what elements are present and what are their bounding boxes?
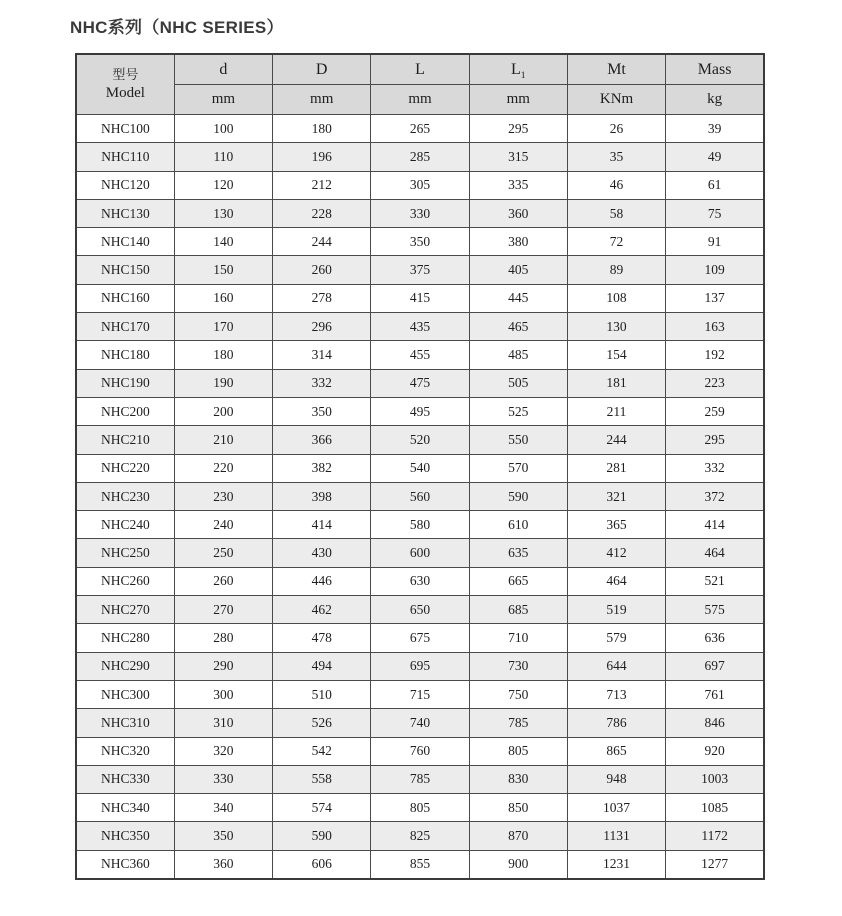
value-cell: 505 — [469, 369, 567, 397]
value-cell: 39 — [666, 115, 764, 143]
column-header-subscript: 1 — [520, 69, 526, 81]
value-cell: 280 — [174, 624, 272, 652]
value-cell: 478 — [273, 624, 371, 652]
value-cell: 579 — [567, 624, 665, 652]
column-unit: mm — [371, 85, 469, 115]
value-cell: 855 — [371, 850, 469, 879]
table-row — [76, 539, 764, 567]
model-cell: NHC120 — [76, 171, 174, 199]
value-cell: 805 — [371, 794, 469, 822]
value-cell: 525 — [469, 397, 567, 425]
value-cell: 285 — [371, 143, 469, 171]
value-cell: 26 — [567, 115, 665, 143]
model-cell: NHC260 — [76, 567, 174, 595]
value-cell: 300 — [174, 680, 272, 708]
value-cell: 785 — [469, 709, 567, 737]
value-cell: 228 — [273, 199, 371, 227]
column-unit: mm — [273, 85, 371, 115]
value-cell: 590 — [273, 822, 371, 850]
table-row — [76, 397, 764, 425]
value-cell: 430 — [273, 539, 371, 567]
table-row — [76, 680, 764, 708]
value-cell: 340 — [174, 794, 272, 822]
value-cell: 574 — [273, 794, 371, 822]
value-cell: 558 — [273, 765, 371, 793]
value-cell: 350 — [273, 397, 371, 425]
table-row — [76, 567, 764, 595]
table-row — [76, 171, 764, 199]
value-cell: 278 — [273, 284, 371, 312]
value-cell: 380 — [469, 228, 567, 256]
value-cell: 635 — [469, 539, 567, 567]
column-header-mass: Mass — [666, 54, 764, 85]
value-cell: 495 — [371, 397, 469, 425]
model-cell: NHC140 — [76, 228, 174, 256]
value-cell: 435 — [371, 313, 469, 341]
value-cell: 414 — [273, 511, 371, 539]
value-cell: 295 — [469, 115, 567, 143]
column-header-d: D — [273, 54, 371, 85]
model-cell: NHC180 — [76, 341, 174, 369]
value-cell: 244 — [273, 228, 371, 256]
value-cell: 695 — [371, 652, 469, 680]
value-cell: 521 — [666, 567, 764, 595]
value-cell: 414 — [666, 511, 764, 539]
value-cell: 108 — [567, 284, 665, 312]
value-cell: 72 — [567, 228, 665, 256]
value-cell: 600 — [371, 539, 469, 567]
table-row — [76, 822, 764, 850]
header-row-units — [76, 85, 764, 115]
value-cell: 180 — [273, 115, 371, 143]
value-cell: 870 — [469, 822, 567, 850]
value-cell: 240 — [174, 511, 272, 539]
nhc-spec-table — [75, 53, 765, 880]
value-cell: 230 — [174, 482, 272, 510]
value-cell: 49 — [666, 143, 764, 171]
value-cell: 100 — [174, 115, 272, 143]
value-cell: 540 — [371, 454, 469, 482]
table-row — [76, 794, 764, 822]
model-cell: NHC350 — [76, 822, 174, 850]
table-row — [76, 199, 764, 227]
value-cell: 321 — [567, 482, 665, 510]
value-cell: 542 — [273, 737, 371, 765]
value-cell: 332 — [273, 369, 371, 397]
value-cell: 1085 — [666, 794, 764, 822]
column-header-l1: $L_1$ — [469, 54, 567, 85]
value-cell: 160 — [174, 284, 272, 312]
column-unit: kg — [666, 85, 764, 115]
value-cell: 91 — [666, 228, 764, 256]
value-cell: 710 — [469, 624, 567, 652]
value-cell: 610 — [469, 511, 567, 539]
model-header-en: Model — [105, 85, 145, 102]
table-row — [76, 284, 764, 312]
value-cell: 365 — [567, 511, 665, 539]
table-row — [76, 737, 764, 765]
value-cell: 330 — [371, 199, 469, 227]
model-header-zh: 型号 — [112, 66, 139, 82]
model-cell: NHC250 — [76, 539, 174, 567]
value-cell: 170 — [174, 313, 272, 341]
value-cell: 675 — [371, 624, 469, 652]
table-row — [76, 115, 764, 143]
value-cell: 296 — [273, 313, 371, 341]
value-cell: 260 — [174, 567, 272, 595]
value-cell: 830 — [469, 765, 567, 793]
value-cell: 58 — [567, 199, 665, 227]
table-row — [76, 341, 764, 369]
value-cell: 305 — [371, 171, 469, 199]
value-cell: 730 — [469, 652, 567, 680]
table-row — [76, 313, 764, 341]
value-cell: 181 — [567, 369, 665, 397]
value-cell: 526 — [273, 709, 371, 737]
table-row — [76, 765, 764, 793]
model-cell: NHC150 — [76, 256, 174, 284]
value-cell: 740 — [371, 709, 469, 737]
model-cell: NHC170 — [76, 313, 174, 341]
value-cell: 223 — [666, 369, 764, 397]
table-row — [76, 256, 764, 284]
value-cell: 713 — [567, 680, 665, 708]
value-cell: 250 — [174, 539, 272, 567]
model-cell: NHC200 — [76, 397, 174, 425]
value-cell: 761 — [666, 680, 764, 708]
value-cell: 196 — [273, 143, 371, 171]
table-header — [76, 54, 764, 115]
value-cell: 1037 — [567, 794, 665, 822]
value-cell: 360 — [174, 850, 272, 879]
header-row-labels — [76, 54, 764, 85]
value-cell: 575 — [666, 596, 764, 624]
value-cell: 350 — [371, 228, 469, 256]
value-cell: 110 — [174, 143, 272, 171]
value-cell: 462 — [273, 596, 371, 624]
value-cell: 109 — [666, 256, 764, 284]
page-title: NHC系列（NHC SERIES） — [70, 18, 284, 37]
value-cell: 412 — [567, 539, 665, 567]
value-cell: 455 — [371, 341, 469, 369]
column-header-mt: Mt — [567, 54, 665, 85]
value-cell: 89 — [567, 256, 665, 284]
model-cell: NHC300 — [76, 680, 174, 708]
value-cell: 465 — [469, 313, 567, 341]
table-row — [76, 482, 764, 510]
table-row — [76, 454, 764, 482]
column-header-l: L — [371, 54, 469, 85]
value-cell: 120 — [174, 171, 272, 199]
value-cell: 760 — [371, 737, 469, 765]
model-cell: NHC210 — [76, 426, 174, 454]
value-cell: 375 — [371, 256, 469, 284]
value-cell: 372 — [666, 482, 764, 510]
model-cell: NHC270 — [76, 596, 174, 624]
value-cell: 180 — [174, 341, 272, 369]
value-cell: 446 — [273, 567, 371, 595]
value-cell: 220 — [174, 454, 272, 482]
column-unit: mm — [174, 85, 272, 115]
value-cell: 606 — [273, 850, 371, 879]
value-cell: 485 — [469, 341, 567, 369]
value-cell: 332 — [666, 454, 764, 482]
value-cell: 210 — [174, 426, 272, 454]
value-cell: 825 — [371, 822, 469, 850]
value-cell: 314 — [273, 341, 371, 369]
table-row — [76, 624, 764, 652]
value-cell: 630 — [371, 567, 469, 595]
table-row — [76, 596, 764, 624]
value-cell: 192 — [666, 341, 764, 369]
value-cell: 865 — [567, 737, 665, 765]
value-cell: 212 — [273, 171, 371, 199]
value-cell: 335 — [469, 171, 567, 199]
value-cell: 140 — [174, 228, 272, 256]
value-cell: 75 — [666, 199, 764, 227]
value-cell: 320 — [174, 737, 272, 765]
value-cell: 211 — [567, 397, 665, 425]
value-cell: 270 — [174, 596, 272, 624]
value-cell: 520 — [371, 426, 469, 454]
value-cell: 636 — [666, 624, 764, 652]
table-row — [76, 426, 764, 454]
table-body — [76, 115, 764, 880]
model-column-header — [76, 54, 174, 115]
value-cell: 685 — [469, 596, 567, 624]
value-cell: 330 — [174, 765, 272, 793]
table-row — [76, 143, 764, 171]
value-cell: 510 — [273, 680, 371, 708]
value-cell: 715 — [371, 680, 469, 708]
value-cell: 366 — [273, 426, 371, 454]
value-cell: 350 — [174, 822, 272, 850]
value-cell: 310 — [174, 709, 272, 737]
value-cell: 154 — [567, 341, 665, 369]
value-cell: 295 — [666, 426, 764, 454]
value-cell: 644 — [567, 652, 665, 680]
value-cell: 665 — [469, 567, 567, 595]
value-cell: 61 — [666, 171, 764, 199]
value-cell: 1003 — [666, 765, 764, 793]
model-cell: NHC230 — [76, 482, 174, 510]
value-cell: 290 — [174, 652, 272, 680]
value-cell: 130 — [567, 313, 665, 341]
value-cell: 360 — [469, 199, 567, 227]
value-cell: 137 — [666, 284, 764, 312]
value-cell: 850 — [469, 794, 567, 822]
model-cell: NHC110 — [76, 143, 174, 171]
value-cell: 1277 — [666, 850, 764, 879]
value-cell: 786 — [567, 709, 665, 737]
value-cell: 900 — [469, 850, 567, 879]
value-cell: 1231 — [567, 850, 665, 879]
value-cell: 590 — [469, 482, 567, 510]
value-cell: 494 — [273, 652, 371, 680]
value-cell: 315 — [469, 143, 567, 171]
value-cell: 560 — [371, 482, 469, 510]
value-cell: 200 — [174, 397, 272, 425]
model-cell: NHC310 — [76, 709, 174, 737]
model-cell: NHC130 — [76, 199, 174, 227]
value-cell: 445 — [469, 284, 567, 312]
value-cell: 550 — [469, 426, 567, 454]
column-unit: mm — [469, 85, 567, 115]
value-cell: 750 — [469, 680, 567, 708]
value-cell: 475 — [371, 369, 469, 397]
model-cell: NHC100 — [76, 115, 174, 143]
value-cell: 265 — [371, 115, 469, 143]
value-cell: 785 — [371, 765, 469, 793]
value-cell: 805 — [469, 737, 567, 765]
value-cell: 1131 — [567, 822, 665, 850]
model-cell: NHC160 — [76, 284, 174, 312]
value-cell: 244 — [567, 426, 665, 454]
value-cell: 163 — [666, 313, 764, 341]
model-cell: NHC220 — [76, 454, 174, 482]
value-cell: 259 — [666, 397, 764, 425]
model-cell: NHC240 — [76, 511, 174, 539]
value-cell: 415 — [371, 284, 469, 312]
table-row — [76, 652, 764, 680]
value-cell: 35 — [567, 143, 665, 171]
value-cell: 281 — [567, 454, 665, 482]
value-cell: 920 — [666, 737, 764, 765]
value-cell: 190 — [174, 369, 272, 397]
value-cell: 130 — [174, 199, 272, 227]
value-cell: 398 — [273, 482, 371, 510]
value-cell: 405 — [469, 256, 567, 284]
model-cell: NHC330 — [76, 765, 174, 793]
table-row — [76, 369, 764, 397]
model-cell: NHC280 — [76, 624, 174, 652]
value-cell: 650 — [371, 596, 469, 624]
value-cell: 697 — [666, 652, 764, 680]
column-unit: KNm — [567, 85, 665, 115]
value-cell: 948 — [567, 765, 665, 793]
model-cell: NHC190 — [76, 369, 174, 397]
value-cell: 464 — [567, 567, 665, 595]
value-cell: 150 — [174, 256, 272, 284]
table-row — [76, 511, 764, 539]
value-cell: 580 — [371, 511, 469, 539]
value-cell: 464 — [666, 539, 764, 567]
value-cell: 382 — [273, 454, 371, 482]
column-header-d: d — [174, 54, 272, 85]
value-cell: 519 — [567, 596, 665, 624]
value-cell: 46 — [567, 171, 665, 199]
value-cell: 1172 — [666, 822, 764, 850]
model-cell: NHC320 — [76, 737, 174, 765]
model-cell: NHC360 — [76, 850, 174, 879]
value-cell: 570 — [469, 454, 567, 482]
value-cell: 846 — [666, 709, 764, 737]
model-cell: NHC290 — [76, 652, 174, 680]
model-cell: NHC340 — [76, 794, 174, 822]
table-row — [76, 850, 764, 879]
value-cell: 260 — [273, 256, 371, 284]
table-row — [76, 228, 764, 256]
table-row — [76, 709, 764, 737]
